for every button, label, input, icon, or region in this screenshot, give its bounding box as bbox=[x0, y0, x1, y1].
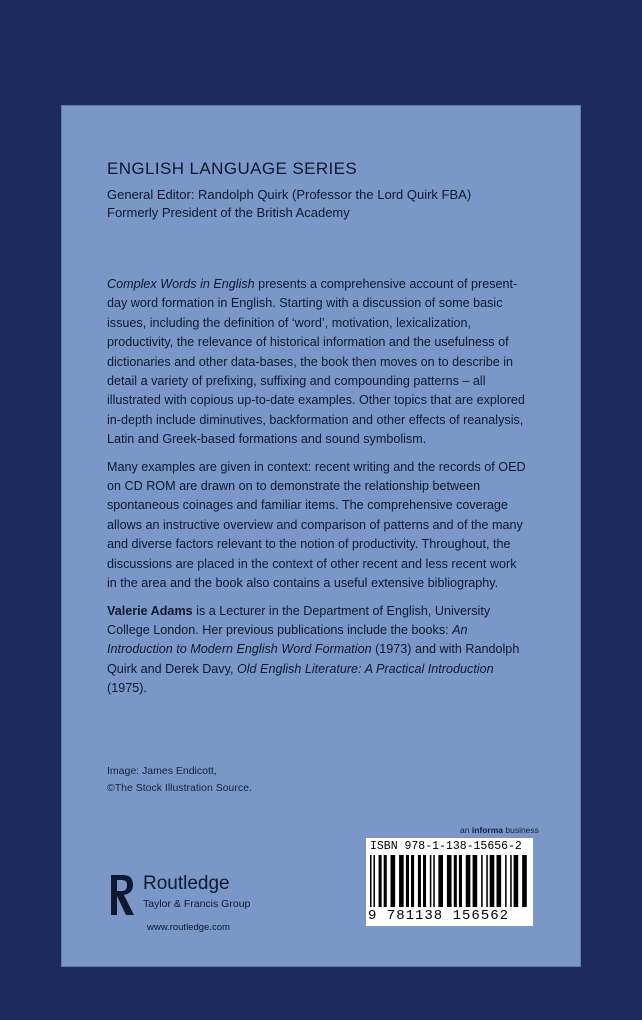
barcode-bar bbox=[438, 855, 443, 907]
barcode-bar bbox=[406, 855, 409, 907]
barcode-bar bbox=[497, 855, 502, 907]
barcode-bar bbox=[514, 855, 519, 907]
informa-brand: informa bbox=[471, 825, 503, 835]
author-name: Valerie Adams bbox=[107, 603, 193, 618]
publisher-url: www.routledge.com bbox=[147, 922, 230, 933]
author-book-1: An Introduction to Modern English Word Formation bbox=[107, 622, 468, 657]
barcode-bar bbox=[370, 855, 372, 907]
barcode-bar bbox=[399, 855, 404, 907]
barcode-bar bbox=[418, 855, 421, 907]
series-title: ENGLISH LANGUAGE SERIES bbox=[107, 159, 358, 178]
barcode-bar bbox=[473, 855, 478, 907]
barcode-bar bbox=[466, 855, 471, 907]
image-credit: Image: James Endicott, bbox=[107, 765, 217, 777]
isbn-barcode bbox=[366, 838, 533, 926]
barcode-bar bbox=[391, 855, 396, 907]
editor-note: Formerly President of the British Academy bbox=[107, 205, 350, 220]
description-paragraph-2: Many examples are given in context: recent writing and the records of OED on CD ROM are drawn on to demonstrate the relationship between spontaneous coinages and familiar items. The comprehensive coverage allows an instructive overview and comparison of patterns and of the many and diverse factors relevant to the notion of productivity. Throughout, the discussions are placed in the context of other recent and less recent work in the area and the book also contains a useful extensive bibliography. bbox=[107, 459, 526, 591]
barcode-bar bbox=[433, 855, 435, 907]
barcode-bar bbox=[430, 855, 432, 907]
barcode-bar bbox=[510, 855, 512, 907]
author-book-2: Old English Literature: A Practical Introduction bbox=[236, 661, 494, 676]
isbn-label: ISBN 978-1-138-15656-2 bbox=[370, 840, 522, 853]
back-cover-panel bbox=[61, 105, 581, 967]
general-editor: General Editor: Randolph Quirk (Professor the Lord Quirk FBA) bbox=[107, 187, 472, 202]
barcode-bar bbox=[490, 855, 495, 907]
barcode-bar bbox=[454, 855, 457, 907]
barcode-bar bbox=[486, 855, 488, 907]
description-block bbox=[107, 275, 527, 707]
barcode-bar bbox=[447, 855, 452, 907]
author-bio: Valerie Adams is a Lecturer in the Department of English, University College London. Her previous publications include the books: An Introduction to Modern English Word Formation (1973) and with Randolph Quirk and Derek Davy, Old English Literature: A Practical Introduction (1975). bbox=[107, 603, 520, 696]
barcode-bar bbox=[505, 855, 507, 907]
image-source: ©The Stock Illustration Source. bbox=[107, 782, 252, 794]
barcode-bar bbox=[379, 855, 382, 907]
book-title: Complex Words in English bbox=[107, 277, 255, 291]
routledge-r-logo-icon bbox=[107, 871, 137, 919]
barcode-bar bbox=[459, 855, 462, 907]
informa-business: an informa business bbox=[460, 825, 539, 835]
barcode-bar bbox=[373, 855, 375, 907]
barcode-bar bbox=[522, 855, 527, 907]
publisher-name: Routledge bbox=[143, 873, 230, 894]
publisher-group: Taylor & Francis Group bbox=[143, 898, 251, 910]
isbn-digits: 9 781138 156562 bbox=[368, 908, 510, 924]
barcode-bar bbox=[384, 855, 387, 907]
barcode-bars bbox=[370, 855, 529, 907]
description-paragraph-1: Complex Words in English presents a comprehensive account of present-day word formation in English. Starting with a discussion of some basic issues, including the definition of ‘word’, motivation, lexicalization, productivity, the relevance of historical information and the usefulness of dictionaries and other data-bases, the book then moves on to describe in detail a variety of prefixing, suffixing and compounding patterns – all illustrated with copious up-to-date examples. Other topics that are explored in-depth include diminutives, backformation and other effects of reanalysis, Latin and Greek-based formations and sound symbolism. bbox=[107, 277, 525, 447]
barcode-bar bbox=[423, 855, 426, 907]
barcode-bar bbox=[411, 855, 414, 907]
barcode-bar bbox=[481, 855, 483, 907]
